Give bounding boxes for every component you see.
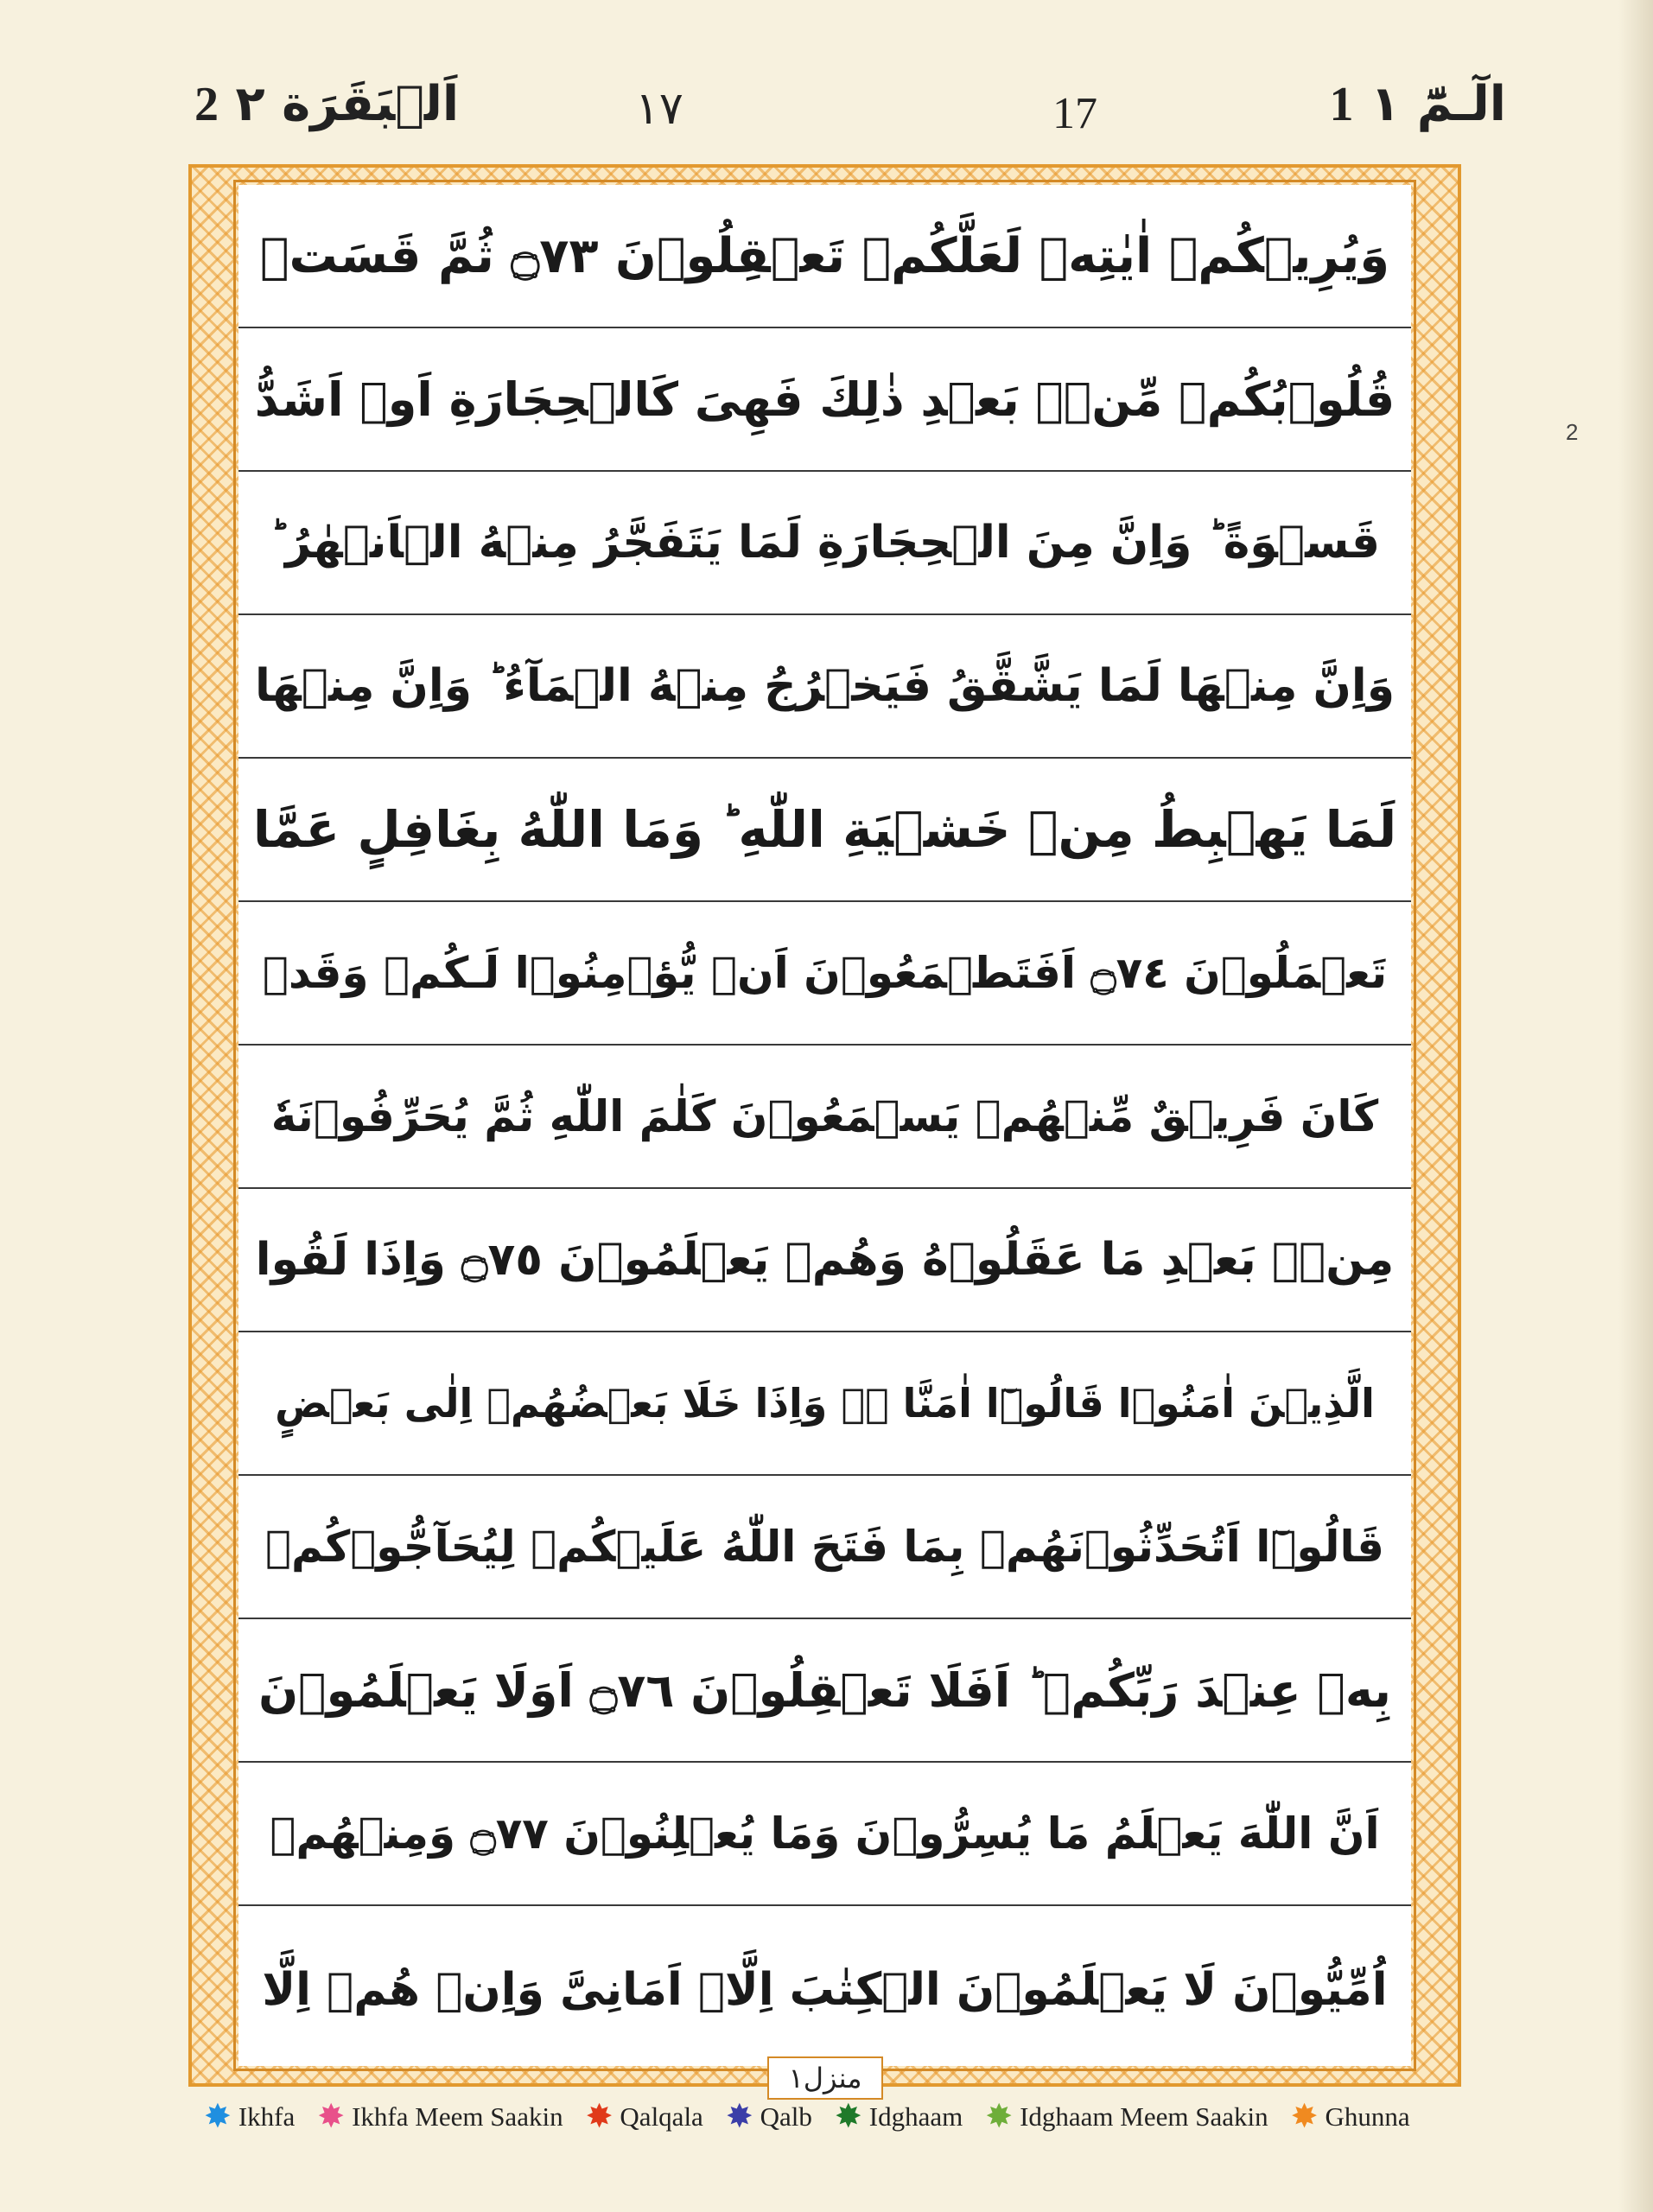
star-icon: ✸ [317, 2099, 346, 2135]
ornamental-frame [188, 164, 1461, 2087]
verse-text: كَانَ فَرِيۡقٌ مِّنۡهُمۡ يَسۡمَعُوۡنَ كَلٰمَ اللّٰهِ ثُمَّ يُحَرِّفُوۡنَهٗ [270, 1091, 1379, 1141]
verse-line-10 [238, 1476, 1411, 1619]
verse-text: لَمَا يَهۡبِطُ مِنۡ خَشۡيَةِ اللّٰهِ ؕ وَمَا اللّٰهُ بِغَافِلٍ عَمَّا [252, 800, 1397, 859]
verse-text: وَاِنَّ مِنۡهَا لَمَا يَشَّقَّقُ فَيَخۡرُجُ مِنۡهُ الۡمَآءُ ؕ وَاِنَّ مِنۡهَا [254, 660, 1396, 712]
verse-line-2 [238, 328, 1411, 472]
verse-text: اُمِّيُّوۡنَ لَا يَعۡلَمُوۡنَ الۡكِتٰبَ اِلَّاۤ اَمَانِىَّ وَاِنۡ هُمۡ اِلَّا [262, 1963, 1388, 2016]
star-icon: ✸ [1290, 2099, 1319, 2135]
verse-text: وَيُرِيۡكُمۡ اٰيٰتِهٖ لَعَلَّكُمۡ تَعۡقِلُوۡنَ ۝٧٣ ثُمَّ قَسَتۡ [259, 227, 1390, 284]
legend-item-ghunna [1291, 2101, 1410, 2133]
legend-label: Qalb [760, 2101, 812, 2132]
legend-item-idghaam [835, 2101, 963, 2133]
verse-text: قَسۡوَةً ؕ وَاِنَّ مِنَ الۡحِجَارَةِ لَمَا يَتَفَجَّرُ مِنۡهُ الۡاَنۡهٰرُ ؕ [269, 517, 1381, 569]
verse-line-5 [238, 759, 1411, 902]
side-page-number: 2 [1566, 419, 1579, 445]
verse-line-13 [238, 1906, 1411, 2073]
page-edge-shadow [1618, 0, 1653, 2212]
star-icon: ✸ [585, 2099, 614, 2135]
verse-text: الَّذِيۡنَ اٰمَنُوۡا قَالُوۡٓا اٰمَنَّا ۖۚ وَاِذَا خَلَا بَعۡضُهُمۡ اِلٰى بَعۡضٍ [275, 1380, 1375, 1427]
page-header [0, 0, 1653, 173]
verse-line-3 [238, 472, 1411, 615]
legend-label: Ikhfa [238, 2101, 296, 2132]
manzil-label: منزل١ [767, 2056, 883, 2100]
legend-label: Ikhfa Meem Saakin [352, 2101, 563, 2132]
juz-header [1330, 76, 1506, 132]
surah-number: 2 [194, 78, 219, 131]
verse-text: اَنَّ اللّٰهَ يَعۡلَمُ مَا يُسِرُّوۡنَ وَمَا يُعۡلِنُوۡنَ ۝٧٧ وَمِنۡهُمۡ [270, 1808, 1380, 1859]
verse-line-9 [238, 1332, 1411, 1476]
legend-label: Qalqala [620, 2101, 703, 2132]
verse-line-4 [238, 615, 1411, 759]
verse-line-11 [238, 1619, 1411, 1763]
star-icon: ✸ [204, 2099, 232, 2135]
verse-line-6 [238, 902, 1411, 1046]
star-icon: ✸ [985, 2099, 1014, 2135]
verse-text-box [238, 185, 1411, 2066]
verse-text: قَالُوۡٓا اَتُحَدِّثُوۡنَهُمۡ بِمَا فَتَحَ اللّٰهُ عَلَيۡكُمۡ لِيُحَآجُّوۡكُمۡ [264, 1522, 1385, 1572]
legend-item-qalqala [586, 2101, 703, 2133]
verse-line-12 [238, 1763, 1411, 1906]
star-icon: ✸ [725, 2099, 753, 2135]
verse-text: قُلُوۡبُكُمۡ مِّنۡۢ بَعۡدِ ذٰلِكَ فَهِىَ كَالۡحِجَارَةِ اَوۡ اَشَدُّ [254, 372, 1396, 427]
legend-label: Ghunna [1325, 2101, 1410, 2132]
legend-label: Idghaam Meem Saakin [1020, 2101, 1268, 2132]
page-number-arabic: ١٧ [635, 83, 683, 135]
verse-line-8 [238, 1189, 1411, 1332]
juz-number: 1 [1329, 78, 1354, 131]
legend-item-idghaam-meem-saakin [985, 2101, 1268, 2133]
legend-label: Idghaam [868, 2101, 963, 2132]
verse-text: بِهٖ عِنۡدَ رَبِّكُمۡ ؕ اَفَلَا تَعۡقِلُوۡنَ ۝٧٦ اَوَلَا يَعۡلَمُوۡنَ [258, 1662, 1391, 1718]
verse-line-1 [238, 185, 1411, 328]
verse-text: مِنۡۢ بَعۡدِ مَا عَقَلُوۡهُ وَهُمۡ يَعۡلَمُوۡنَ ۝٧٥ وَاِذَا لَقُوا [255, 1234, 1395, 1286]
star-icon: ✸ [834, 2099, 862, 2135]
tajweed-legend [204, 2095, 1410, 2139]
surah-header [194, 76, 459, 132]
legend-item-ikhfa [204, 2101, 295, 2133]
surah-name: اَلۡبَقَرَة ٢ [235, 76, 460, 132]
juz-name: الٓـمّٓ ١ [1370, 76, 1506, 132]
page-number-english: 17 [1052, 89, 1097, 138]
verse-text: تَعۡمَلُوۡنَ ۝٧٤ اَفَتَطۡمَعُوۡنَ اَنۡ يُّؤۡمِنُوۡا لَـكُمۡ وَقَدۡ [262, 948, 1388, 998]
verse-line-7 [238, 1046, 1411, 1189]
legend-item-ikhfa-meem-saakin [317, 2101, 563, 2133]
legend-item-qalb [726, 2101, 812, 2133]
